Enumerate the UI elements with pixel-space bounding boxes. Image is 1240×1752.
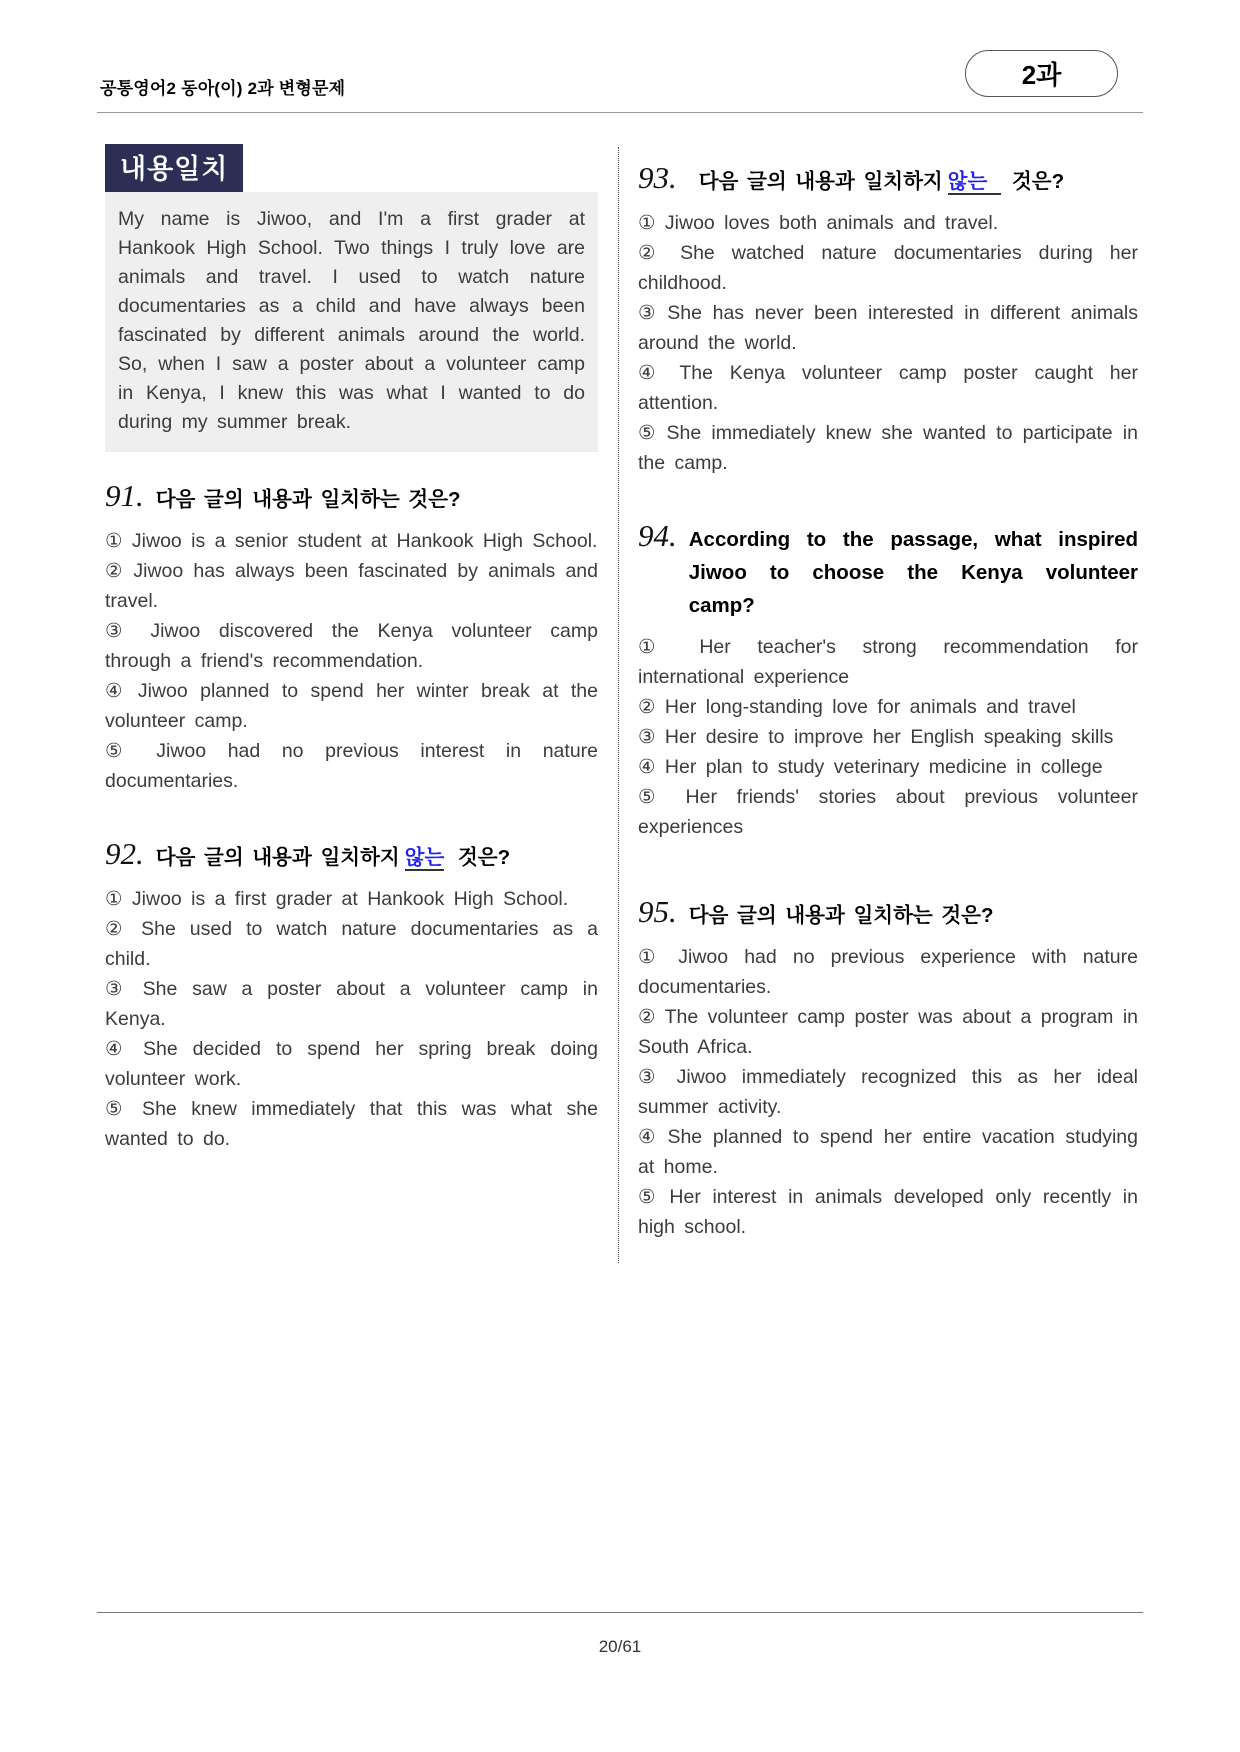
question-title: 다음 글의 내용과 일치하는 것은? <box>155 488 461 511</box>
chapter-badge-label: 2과 <box>1021 60 1062 90</box>
title-prefix: 다음 글의 내용과 일치하지 <box>698 170 943 193</box>
question-option: ② She watched nature documentaries during her childhood. <box>638 242 1138 294</box>
chapter-badge <box>965 50 1118 97</box>
left-column <box>105 144 598 1154</box>
title-suffix: 것은? <box>449 846 511 869</box>
question-95-options <box>638 942 1138 1242</box>
question-number: 95. <box>638 894 677 929</box>
question-option: ④ Jiwoo planned to spend her winter break at the volunteer camp. <box>105 680 598 732</box>
header-divider <box>97 112 1143 113</box>
question-option: ⑤ She knew immediately that this was what she wanted to do. <box>105 1098 598 1150</box>
question-91 <box>105 478 598 796</box>
question-option: ③ Her desire to improve her English speaking skills <box>638 726 1114 748</box>
question-option: ③ Jiwoo immediately recognized this as her ideal summer activity. <box>638 1066 1138 1118</box>
question-94-header <box>638 518 1138 622</box>
reading-passage: My name is Jiwoo, and I'm a first grader at Hankook High School. Two things I truly love are animals and travel. I used to watch nature documentaries as a child and have always been fascinated by different animals around the world. So, when I saw a poster about a volunteer camp in Kenya, I knew this was what I wanted to do during my summer break. <box>105 192 598 452</box>
page-number: 20/61 <box>598 1637 642 1656</box>
doc-title: 공통영어2 동아(이) 2과 변형문제 <box>100 79 346 98</box>
question-93-header <box>638 160 1138 198</box>
question-option: ③ Jiwoo discovered the Kenya volunteer camp through a friend's recommendation. <box>105 620 598 672</box>
title-prefix: 다음 글의 내용과 일치하지 <box>155 846 400 869</box>
question-option: ③ She saw a poster about a volunteer camp in Kenya. <box>105 978 598 1030</box>
question-option: ① Jiwoo is a first grader at Hankook High School. <box>105 888 569 910</box>
question-91-header <box>105 478 598 516</box>
question-title <box>699 165 1064 198</box>
question-number: 94. <box>638 518 677 553</box>
question-title <box>156 841 510 874</box>
question-option: ① Jiwoo had no previous experience with nature documentaries. <box>638 946 1138 998</box>
question-option: ⑤ Her friends' stories about previous volunteer experiences <box>638 786 1138 838</box>
question-94-options <box>638 632 1138 842</box>
question-option: ④ Her plan to study veterinary medicine in college <box>638 756 1103 778</box>
question-93 <box>638 160 1138 478</box>
question-option: ③ She has never been interested in different animals around the world. <box>638 302 1138 354</box>
question-92-options <box>105 884 598 1154</box>
question-option: ④ She planned to spend her entire vacation studying at home. <box>638 1126 1138 1178</box>
question-option: ① Jiwoo loves both animals and travel. <box>638 212 999 234</box>
question-option: ④ She decided to spend her spring break doing volunteer work. <box>105 1038 598 1090</box>
footer-divider <box>97 1612 1143 1613</box>
question-number: 91. <box>105 478 144 513</box>
question-92 <box>105 836 598 1154</box>
question-91-options <box>105 526 598 796</box>
question-93-options <box>638 208 1138 478</box>
question-92-header <box>105 836 598 874</box>
title-suffix: 것은? <box>1003 170 1065 193</box>
question-95 <box>638 894 1138 1242</box>
title-highlight: 않는 <box>948 170 1002 195</box>
question-94 <box>638 518 1138 842</box>
title-highlight: 않는 <box>404 846 445 869</box>
question-option: ① Her teacher's strong recommendation for international experience <box>638 636 1138 688</box>
question-option: ① Jiwoo is a senior student at Hankook High School. <box>105 530 598 552</box>
question-number: 93. <box>638 160 677 195</box>
question-title: According to the passage, what inspired Jiwoo to choose the Kenya volunteer camp? <box>688 528 1138 617</box>
question-number: 92. <box>105 836 144 871</box>
question-option: ② The volunteer camp poster was about a program in South Africa. <box>638 1006 1138 1058</box>
question-title: 다음 글의 내용과 일치하는 것은? <box>688 904 994 927</box>
section-badge: 내용일치 <box>105 144 243 192</box>
column-divider <box>618 147 619 1263</box>
question-option: ② She used to watch nature documentaries as a child. <box>105 918 598 970</box>
right-column <box>638 152 1138 1242</box>
question-95-header <box>638 894 1138 932</box>
question-option: ⑤ Jiwoo had no previous interest in nature documentaries. <box>105 740 598 792</box>
question-option: ⑤ Her interest in animals developed only recently in high school. <box>638 1186 1138 1238</box>
question-option: ④ The Kenya volunteer camp poster caught her attention. <box>638 362 1138 414</box>
question-option: ⑤ She immediately knew she wanted to participate in the camp. <box>638 422 1138 474</box>
question-option: ② Jiwoo has always been fascinated by animals and travel. <box>105 560 598 612</box>
question-option: ② Her long-standing love for animals and travel <box>638 696 1076 718</box>
